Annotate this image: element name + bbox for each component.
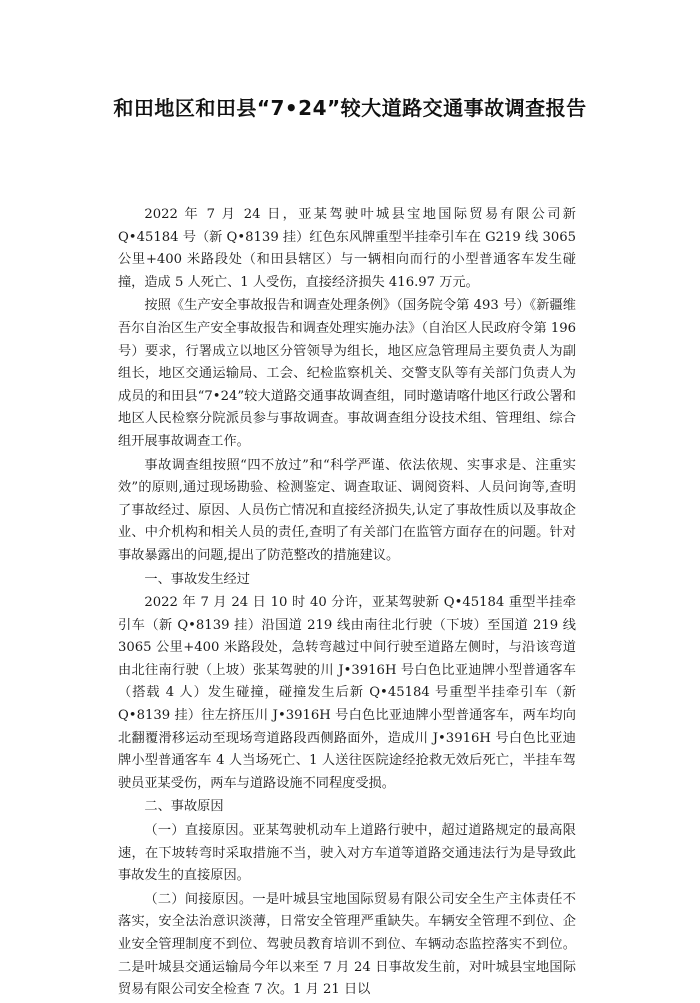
document-title: 和田地区和田县“7•24”较大道路交通事故调查报告 bbox=[113, 96, 587, 120]
paragraph-investigation-setup: 按照《生产安全事故报告和调查处理条例》（国务院令第 493 号）《新疆维吾尔自治区生产安全事故报告和调查处理实施办法》（自治区人民政府令第 196 号）要求，行署成立以地区分管领导为组长，地区应急管理局主要负责人为副组长，地区交通运输局、工会、纪检监察机关、交警支队等有关部门负责人为成员的和田县“7•24”较大道路交通事故调查组，同时邀请喀什地区行政公署和地区人民检察分院派员参与事故调查。事故调查组分设技术组、管理组、综合组开展事故调查工作。 bbox=[118, 298, 576, 449]
paragraph-incident-summary: 2022 年 7 月 24 日，亚某驾驶叶城县宝地国际贸易有限公司新 Q•45184 号（新 Q•8139 挂）红色东风牌重型半挂牵引车在 G219 线 3065 公里+400 米路段处（和田县辖区）与一辆相向而行的小型普通客车发生碰撞，造成 5 人死亡、1 人受伤，直接经济损失 416.97 万元。 bbox=[118, 207, 576, 290]
paragraph-investigation-principles: 事故调查组按照“四不放过”和“科学严谨、依法依规、实事求是、注重实效”的原则,通过现场勘验、检测鉴定、调查取证、调阅资料、人员问询等,查明了事故经过、原因、人员伤亡情况和直接经济损失,认定了事故性质以及事故企业、中介机构和相关人员的责任,查明了有关部门在监管方面存在的问题。针对事故暴露出的问题,提出了防范整改的措施建议。 bbox=[118, 457, 576, 563]
section-heading-incident-process: 一、事故发生经过 bbox=[144, 571, 250, 587]
paragraph-indirect-cause: （二）间接原因。一是叶城县宝地国际贸易有限公司安全生产主体责任不落实，安全法治意识淡薄，日常安全管理严重缺失。车辆安全管理不到位、企业安全管理制度不到位、驾驶员教育培训不到位、车辆动态监控落实不到位。二是叶城县交通运输局今年以来至 7 月 24 日事故发生前，对叶城县宝地国际贸易有限公司安全检查 7 次。1 月 21 日以 bbox=[118, 891, 576, 998]
paragraph-incident-process: 2022 年 7 月 24 日 10 时 40 分许，亚某驾驶新 Q•45184 重型半挂牵引车（新 Q•8139 挂）沿国道 219 线由南往北行驶（下坡）至国道 219 线 3065 公里+400 米路段处，急转弯越过中间行驶至道路左侧时，与沿该弯道由北往南行驶（上坡）张某驾驶的川 J•3916H 号白色比亚迪牌小型普通客车（搭载 4 人）发生碰撞，碰撞发生后新 Q•45184 号重型半挂牵引车（新 Q•8139 挂）往左挤压川 J•3916H 号白色比亚迪牌小型普通客车，两车均向北翻覆滑移运动至现场弯道路段西侧路面外，造成川 J•3916H 号白色比亚迪牌小型普通客车 4 人当场死亡、1 人送往医院途经抢救无效后死亡，半挂车驾驶员亚某受伤，两车与道路设施不同程度受损。 bbox=[118, 595, 576, 791]
paragraph-direct-cause: （一）直接原因。亚某驾驶机动车上道路行驶中，超过道路规定的最高限速，在下坡转弯时采取措施不当，驶入对方车道等道路交通违法行为是导致此事故发生的直接原因。 bbox=[118, 823, 576, 884]
document-body bbox=[118, 204, 576, 1003]
section-heading-causes: 二、事故原因 bbox=[144, 799, 224, 815]
